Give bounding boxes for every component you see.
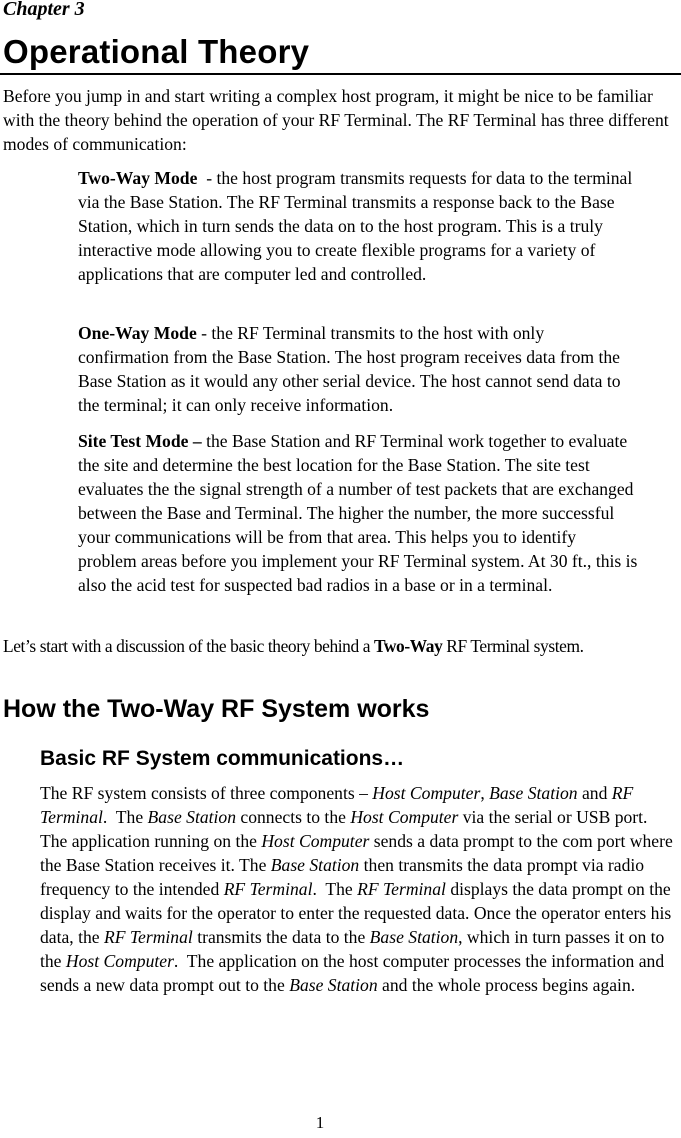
body-term: RF Terminal — [357, 879, 446, 899]
body-text: via the serial or USB port. The application running on the — [40, 807, 656, 851]
mode-description: the host program transmits requests for data to the terminal via the Base Station. The RF Terminal transmits a response back to the Base Station, which in turn sends the data on to the host program. This is a truly interactive mode allowing you to create flexible programs for a variety of applications that are computer led and controlled. — [78, 168, 633, 284]
body-text: . The — [312, 879, 358, 899]
body-term: RF Terminal — [104, 927, 193, 947]
body-text: and — [577, 783, 612, 803]
mode-description: the RF Terminal transmits to the host with only confirmation from the Base Station. The host program receives data from the Base Station as it would any other serial device. The host cannot send data to the terminal; it can only receive information. — [78, 323, 621, 415]
mode-two-way — [78, 166, 638, 286]
mode-one-way — [78, 321, 638, 417]
mode-site-test — [78, 429, 638, 597]
chapter-label: Chapter 3 — [3, 0, 85, 20]
body-term: Base Station — [489, 783, 578, 803]
body-text: , which in turn passes it on to the — [40, 927, 665, 971]
mode-name: Two-Way Mode — [78, 168, 198, 188]
page-title: Operational Theory — [3, 33, 310, 70]
mode-separator: - — [196, 323, 212, 343]
mode-name: One-Way Mode — [78, 323, 197, 343]
body-text: . The — [102, 807, 148, 827]
body-term: RF Terminal — [40, 783, 634, 827]
body-paragraph — [40, 781, 681, 997]
body-text: . The application on the host computer processes the information and sends a new data prompt out to the — [40, 951, 669, 995]
body-term: Base Station — [147, 807, 236, 827]
body-text: transmits the data to the — [192, 927, 370, 947]
lets-text-end: RF Terminal system. — [442, 636, 584, 656]
body-text: sends a data prompt to the com port where the Base Station receives it. The — [40, 831, 673, 875]
body-term: Host Computer — [65, 951, 174, 971]
lets-start-paragraph — [3, 634, 673, 658]
mode-name: Site Test Mode – — [78, 431, 202, 451]
title-rule — [0, 73, 681, 75]
page-number: 1 — [315, 1113, 325, 1132]
body-text: displays the data prompt on the display and waits for the operator to enter the requested data. Once the operator enters his data, the — [40, 879, 672, 947]
body-text: connects to the — [236, 807, 351, 827]
body-term: Host Computer — [350, 807, 459, 827]
body-text: and the whole process begins again. — [377, 975, 636, 995]
body-text: The RF system consists of three components – — [40, 783, 373, 803]
body-term: Base Station — [289, 975, 378, 995]
body-term: Base Station — [270, 855, 360, 875]
intro-paragraph: Before you jump in and start writing a complex host program, it might be nice to be familiar with the theory behind the operation of your RF Terminal. The RF Terminal has three different modes of communication: — [3, 86, 669, 154]
lets-text: Let’s start with a discussion of the basic theory behind a — [3, 636, 374, 656]
body-text: , — [480, 783, 490, 803]
body-term: Host Computer — [372, 783, 481, 803]
body-term: Base Station — [369, 927, 459, 947]
mode-separator: - — [197, 168, 217, 188]
section-heading: How the Two-Way RF System works — [3, 695, 430, 723]
subsection-heading: Basic RF System communications… — [40, 747, 405, 770]
body-text: then transmits the data prompt via radio frequency to the intended — [40, 855, 645, 899]
body-term: RF Terminal — [223, 879, 313, 899]
body-term: Host Computer — [261, 831, 370, 851]
mode-description: the Base Station and RF Terminal work together to evaluate the site and determine the best location for the Base Station. The site test evaluates the the signal strength of a number of test packets that are exchanged between the Base and Terminal. The higher the number, the more successful your communications will be from that area. This helps you to identify problem areas before you implement your RF Terminal system. At 30 ft., this is also the acid test for suspected bad radios in a base or in a terminal. — [78, 431, 638, 595]
lets-bold-text: Two-Way — [373, 636, 443, 656]
